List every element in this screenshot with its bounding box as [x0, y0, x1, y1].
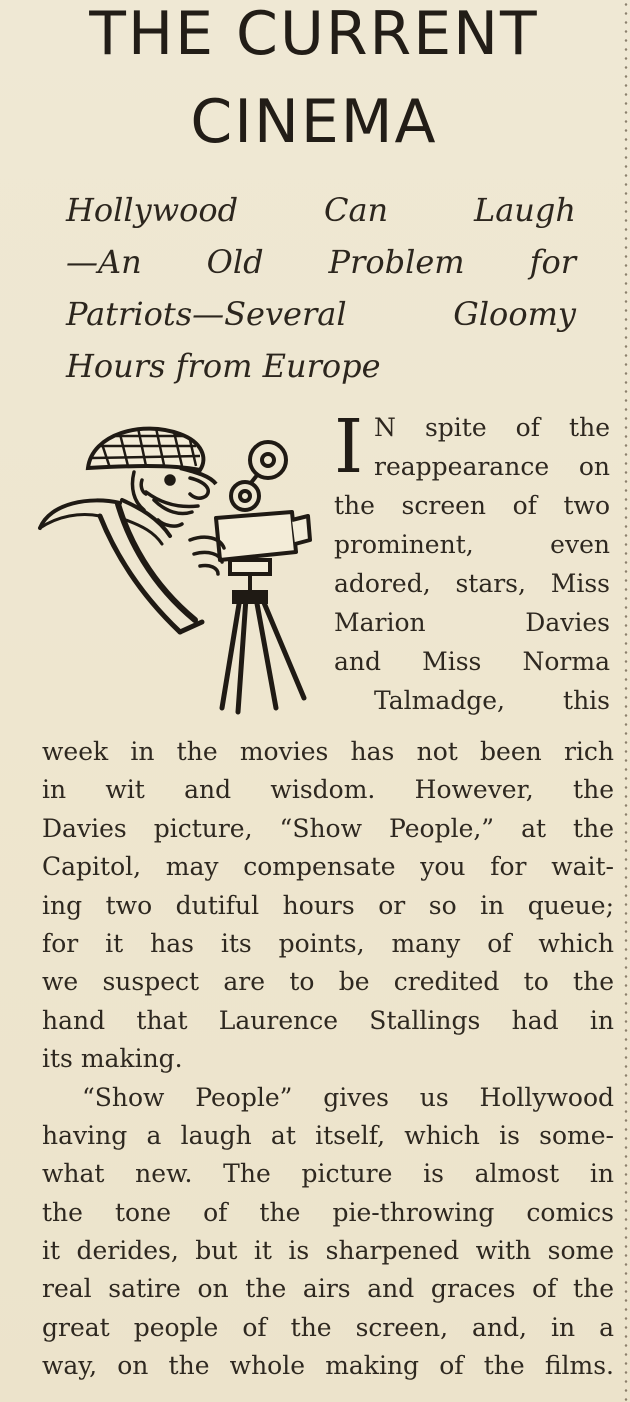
text-line: way, on the whole making of the films.	[42, 1351, 614, 1381]
subtitle-line: Hollywood Can Laugh	[66, 191, 576, 229]
text-line: its making.	[42, 1044, 183, 1074]
text-line: week in the movies has not been rich	[42, 737, 614, 766]
page-title-line-2: CINEMA	[190, 87, 438, 157]
cameraman-cartoon-icon	[30, 408, 330, 718]
text-line: Davies picture, “Show People,” at the	[42, 813, 614, 843]
article-wide-column	[42, 733, 614, 1386]
subtitle-line: Patriots—Several Gloomy	[66, 295, 576, 333]
text-line: hand that Laurence Stallings had in	[42, 1005, 614, 1035]
page-title-line-1: THE CURRENT	[89, 0, 539, 69]
drop-cap: I	[334, 404, 364, 490]
article-narrow-column	[334, 404, 610, 720]
text-line: Talmadge, this	[374, 686, 610, 715]
text-line: N spite of the	[374, 413, 610, 442]
text-line: prominent, even	[334, 530, 610, 559]
article-subtitle	[66, 184, 576, 392]
text-line: in wit and wisdom. However, the	[42, 775, 614, 805]
subtitle-line: Hours from Europe	[66, 347, 381, 385]
text-line: and Miss Norma	[334, 647, 610, 676]
text-line: what new. The picture is almost in	[42, 1159, 614, 1189]
text-line: great people of the screen, and, in a	[42, 1312, 614, 1342]
text-line: the tone of the pie-throwing comics	[42, 1197, 614, 1227]
text-line: Marion Davies	[334, 608, 610, 637]
text-line: for it has its points, many of which	[42, 928, 614, 958]
subtitle-line: —An Old Problem for	[66, 243, 576, 281]
text-line: we suspect are to be credited to the	[42, 967, 614, 997]
text-line: adored, stars, Miss	[334, 569, 610, 598]
dotted-column-rule	[624, 0, 628, 1402]
text-line: real satire on the airs and graces of the	[42, 1274, 614, 1304]
text-line: it derides, but it is sharpened with some	[42, 1236, 614, 1266]
text-line: Capitol, may compensate you for wait-	[42, 852, 614, 882]
text-line: the screen of two	[334, 491, 610, 520]
text-line: having a laugh at itself, which is some-	[42, 1120, 614, 1150]
text-line: “Show People” gives us Hollywood	[82, 1082, 614, 1112]
text-line: reappearance on	[374, 452, 610, 481]
text-line: ing two dutiful hours or so in queue;	[42, 890, 614, 920]
